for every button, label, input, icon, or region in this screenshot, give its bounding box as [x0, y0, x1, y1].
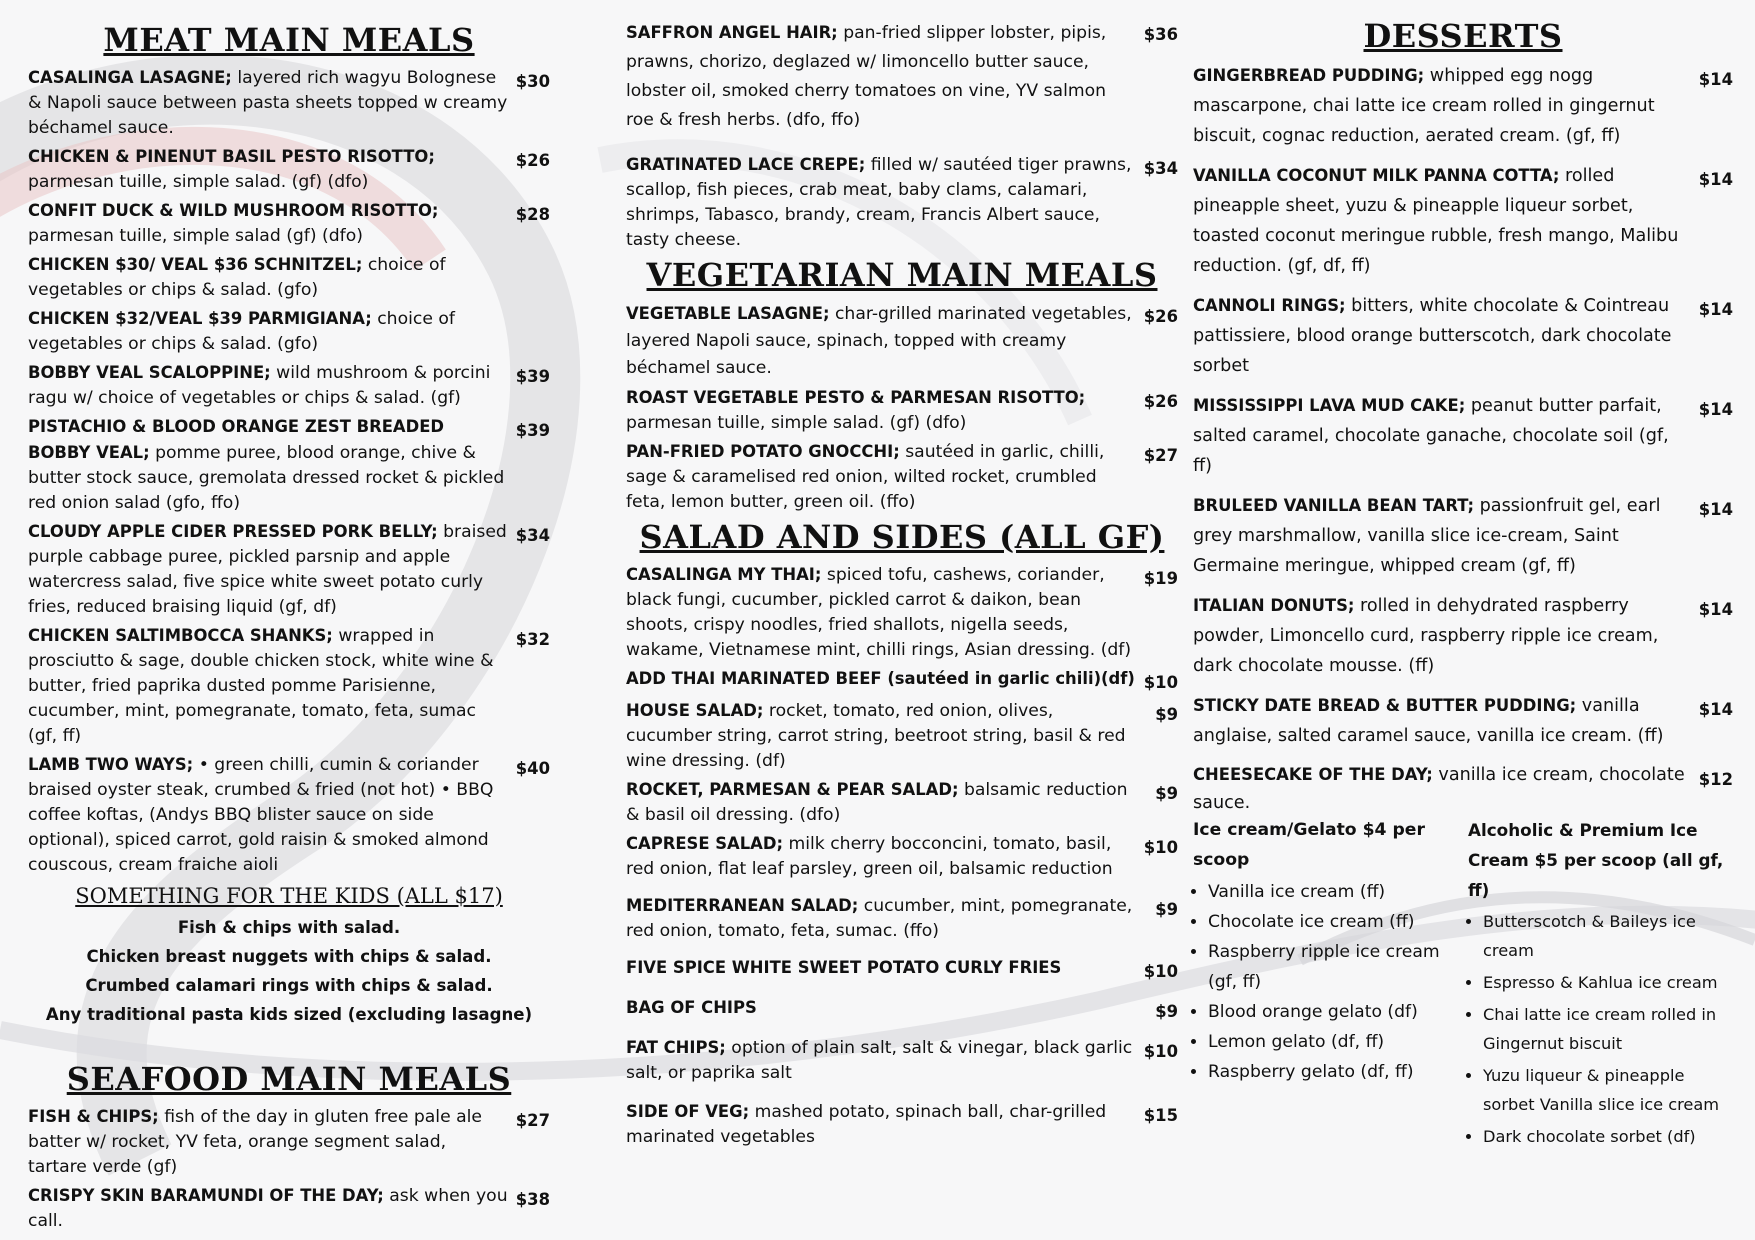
- item-desc: bitters, white chocolate & Cointreau pattissiere, blood orange butterscotch, dark chocolate sorbet: [1193, 295, 1672, 376]
- item-price: $26: [515, 150, 550, 170]
- item-desc: ask when you call.: [28, 1185, 508, 1231]
- item-desc: braised purple cabbage puree, pickled parsnip and apple watercress salad, five spice white sweet potato curly fries, reduced braising liquid (gf, df): [28, 521, 507, 617]
- menu-item: [28, 144, 550, 195]
- item-name: PISTACHIO & BLOOD ORANGE ZEST BREADED BOBBY VEAL;: [28, 416, 445, 462]
- item-name: GRATINATED LACE CREPE;: [626, 155, 866, 174]
- item-price: $9: [1155, 899, 1178, 919]
- kids-item: Crumbed calamari rings with chips & salad.: [85, 975, 493, 995]
- menu-item: [1193, 491, 1733, 581]
- menu-item: [626, 955, 1178, 984]
- kids-item: Fish & chips with salad.: [177, 917, 401, 937]
- item-name: CASALINGA LASAGNE;: [28, 67, 232, 87]
- premium-ice-cream-item: • Chai latte ice cream rolled in Gingernut biscuit: [1483, 1000, 1733, 1058]
- item-desc: rolled pineapple sheet, yuzu & pineapple liqueur sorbet, toasted coconut meringue rubble, fresh mango, Malibu reduction. (gf, df, ff): [1193, 165, 1679, 276]
- item-desc: pan-fried slipper lobster, pipis, prawns, chorizo, deglazed w/ limoncello butter sauce, lobster oil, smoked cherry tomatoes on vine, YV salmon roe & fresh herbs. (dfo, ffo): [626, 23, 1107, 130]
- item-desc: parmesan tuille, simple salad. (gf) (dfo): [626, 412, 967, 433]
- column-right: [1193, 18, 1733, 1154]
- item-name: CHEESECAKE OF THE DAY;: [1193, 764, 1433, 784]
- ice-cream-section: [1193, 815, 1733, 1154]
- item-price: $10: [1143, 672, 1178, 692]
- item-desc: spiced tofu, cashews, coriander, black fungi, cucumber, pickled carrot & daikon, bean shoots, crispy noodles, fried shallots, nigella seeds, wakame, Vietnamese mint, chilli rings, Asian dressing. (df): [626, 564, 1132, 660]
- item-name: CHICKEN SALTIMBOCCA SHANKS;: [28, 625, 333, 645]
- item-name: CRISPY SKIN BARAMUNDI OF THE DAY;: [28, 1185, 384, 1205]
- premium-ice-cream-item: • Dark chocolate sorbet (df): [1483, 1122, 1733, 1151]
- item-desc: sautéed in garlic, chilli, sage & caramelised red onion, wilted rocket, crumbled feta, lemon butter, green oil. (ffo): [626, 441, 1105, 512]
- item-desc: fish of the day in gluten free pale ale batter w/ rocket, YV feta, orange segment salad, tartare verde (gf): [28, 1106, 482, 1177]
- menu-item: [28, 1104, 550, 1180]
- menu-item: [28, 360, 550, 411]
- item-price: [510, 306, 550, 310]
- menu-item: [28, 306, 550, 357]
- item-name: LAMB TWO WAYS;: [28, 754, 194, 774]
- item-name: CONFIT DUCK & WILD MUSHROOM RISOTTO;: [28, 200, 439, 220]
- item-desc: parmesan tuille, simple salad (gf) (dfo): [28, 225, 363, 246]
- premium-ice-cream-item: • Yuzu liqueur & pineapple sorbet Vanilla slice ice cream: [1483, 1061, 1733, 1119]
- item-name: HOUSE SALAD;: [626, 700, 764, 720]
- item-price: $9: [1155, 704, 1178, 724]
- item-price: $27: [1143, 445, 1178, 465]
- menu-item: [28, 1183, 550, 1234]
- menu-item: [1193, 61, 1733, 151]
- item-name: CAPRESE SALAD;: [626, 833, 784, 853]
- item-price: $14: [1698, 69, 1733, 89]
- item-name: VANILLA COCONUT MILK PANNA COTTA;: [1193, 165, 1560, 185]
- item-desc: cucumber, mint, pomegranate, red onion, tomato, feta, sumac. (ffo): [626, 895, 1133, 941]
- item-desc: whipped egg nogg mascarpone, chai latte ice cream rolled in gingernut biscuit, cognac reduction, aerated cream. (gf, ff): [1193, 65, 1655, 146]
- item-desc: passionfruit gel, earl grey marshmallow, vanilla slice ice-cream, Saint Germaine meringue, whipped cream (gf, ff): [1193, 495, 1661, 576]
- item-desc: option of plain salt, salt & vinegar, black garlic salt, or paprika salt: [626, 1037, 1133, 1083]
- menu-item: [626, 439, 1178, 515]
- menu-item: [626, 995, 1178, 1024]
- item-desc: layered rich wagyu Bolognese & Napoli sauce between pasta sheets topped w creamy béchamel sauce.: [28, 67, 508, 138]
- item-name: FAT CHIPS;: [626, 1037, 726, 1057]
- item-price: $10: [1143, 1041, 1178, 1061]
- item-price: $14: [1698, 699, 1733, 719]
- ice-cream-list: [1193, 815, 1443, 1154]
- kids-item: Chicken breast nuggets with chips & salad.: [86, 946, 492, 966]
- menu-item: [28, 752, 550, 878]
- item-price: $39: [515, 366, 550, 386]
- premium-ice-cream-heading: Alcoholic & Premium Ice Cream $5 per scoop (all gf, ff): [1468, 819, 1724, 900]
- item-price: $26: [1143, 306, 1178, 326]
- item-price: $14: [1698, 499, 1733, 519]
- item-price: $39: [515, 420, 550, 440]
- item-price: $12: [1698, 769, 1733, 789]
- item-name: CHICKEN & PINENUT BASIL PESTO RISOTTO;: [28, 146, 435, 166]
- menu-item: [626, 385, 1178, 436]
- item-name: FIVE SPICE WHITE SWEET POTATO CURLY FRIES: [626, 957, 1062, 977]
- item-name: ITALIAN DONUTS;: [1193, 595, 1355, 615]
- meat-items: [28, 65, 550, 878]
- menu-item: [626, 152, 1178, 253]
- menu-item: [28, 252, 550, 303]
- item-name: MISSISSIPPI LAVA MUD CAKE;: [1193, 395, 1466, 415]
- item-desc: wild mushroom & porcini ragu w/ choice of vegetables or chips & salad. (gf): [28, 362, 491, 408]
- seafood-section-title: SEAFOOD MAIN MEALS: [66, 1059, 512, 1098]
- item-desc: • green chilli, cumin & coriander braised oyster steak, crumbed & fried (not hot) • BBQ coffee koftas, (Andys BBQ blister sauce on side optional), spiced carrot, gold raisin & smoked almond couscous, cream fraiche aioli: [28, 754, 494, 875]
- salads-section-title: SALAD AND SIDES (ALL GF): [639, 517, 1165, 556]
- item-desc: parmesan tuille, simple salad. (gf) (dfo): [28, 171, 369, 192]
- item-name: STICKY DATE BREAD & BUTTER PUDDING;: [1193, 695, 1577, 715]
- menu-item: [1193, 161, 1733, 281]
- kids-item: Any traditional pasta kids sized (excluding lasagne): [45, 1004, 533, 1024]
- item-desc: choice of vegetables or chips & salad. (gfo): [28, 308, 455, 354]
- ice-cream-item: • Raspberry ripple ice cream (gf, ff): [1208, 937, 1443, 997]
- ice-cream-item: • Raspberry gelato (df, ff): [1208, 1057, 1443, 1087]
- menu-item: [626, 777, 1178, 828]
- item-desc: choice of vegetables or chips & salad. (gfo): [28, 254, 446, 300]
- item-price: $9: [1155, 783, 1178, 803]
- premium-ice-cream-item: • Espresso & Kahlua ice cream: [1483, 968, 1733, 997]
- item-name: PAN-FRIED POTATO GNOCCHI;: [626, 441, 900, 461]
- item-price: $34: [515, 525, 550, 545]
- item-price: $38: [515, 1189, 550, 1209]
- menu-item: [1193, 291, 1733, 381]
- meat-section-title: MEAT MAIN MEALS: [103, 21, 475, 59]
- item-name: CASALINGA MY THAI;: [626, 564, 822, 584]
- item-price: $14: [1698, 599, 1733, 619]
- item-desc: mashed potato, spinach ball, char-grilled marinated vegetables: [626, 1101, 1107, 1147]
- menu-item: [28, 519, 550, 620]
- item-desc: vanilla ice cream, chocolate sauce.: [1193, 764, 1685, 813]
- kids-items: [28, 913, 550, 1029]
- desserts-section-title: DESSERTS: [1363, 17, 1563, 55]
- item-name: VEGETABLE LASAGNE;: [626, 303, 830, 323]
- item-desc: rocket, tomato, red onion, olives, cucumber string, carrot string, beetroot string, basil & red wine dressing. (df): [626, 700, 1126, 771]
- item-name: SAFFRON ANGEL HAIR;: [626, 23, 838, 42]
- menu-item: [626, 893, 1178, 944]
- item-desc: wrapped in prosciutto & sage, double chicken stock, white wine & butter, fried paprika dusted pomme Parisienne, cucumber, mint, pomegranate, tomato, feta, sumac (gf, ff): [28, 625, 494, 746]
- menu-item: [1193, 691, 1733, 751]
- item-price: $30: [515, 71, 550, 91]
- column-left: [28, 18, 550, 1237]
- menu-item: [626, 698, 1178, 774]
- item-price: $26: [1143, 391, 1178, 411]
- item-price: $14: [1698, 399, 1733, 419]
- vegetarian-section-title: VEGETARIAN MAIN MEALS: [646, 256, 1158, 294]
- menu-item: [1193, 761, 1733, 817]
- ice-cream-item: • Lemon gelato (df, ff): [1208, 1027, 1443, 1057]
- item-name: MEDITERRANEAN SALAD;: [626, 895, 859, 915]
- item-price: $14: [1698, 169, 1733, 189]
- menu-item: [626, 1035, 1178, 1086]
- item-price: $14: [1698, 299, 1733, 319]
- item-desc: milk cherry bocconcini, tomato, basil, red onion, flat leaf parsley, green oil, balsamic reduction: [626, 833, 1113, 879]
- item-name: CANNOLI RINGS;: [1193, 295, 1346, 315]
- item-name: FISH & CHIPS;: [28, 1106, 159, 1126]
- ice-cream-heading: Ice cream/Gelato $4 per scoop: [1193, 819, 1425, 870]
- item-name: ROCKET, PARMESAN & PEAR SALAD;: [626, 779, 959, 799]
- premium-ice-cream-list: [1468, 815, 1733, 1154]
- item-price: $10: [1143, 837, 1178, 857]
- item-price: $40: [515, 758, 550, 778]
- menu-item: [626, 300, 1178, 382]
- menu-item: [28, 198, 550, 249]
- item-desc: rolled in dehydrated raspberry powder, Limoncello curd, raspberry ripple ice cream, dark chocolate mousse. (ff): [1193, 595, 1659, 676]
- item-price: $15: [1143, 1105, 1178, 1125]
- menu-item: [626, 562, 1178, 663]
- item-name: CLOUDY APPLE CIDER PRESSED PORK BELLY;: [28, 521, 438, 541]
- item-name: GINGERBREAD PUDDING;: [1193, 65, 1425, 85]
- menu-item: [626, 831, 1178, 882]
- menu-item: [28, 623, 550, 749]
- menu-item: [28, 65, 550, 141]
- column-middle: [626, 18, 1178, 1153]
- menu-item: [626, 18, 1178, 135]
- item-desc: pomme puree, blood orange, chive & butter stock sauce, gremolata dressed rocket & pickled red onion salad (gfo, ffo): [28, 442, 505, 513]
- item-price: $10: [1143, 961, 1178, 981]
- menu-item: [626, 1099, 1178, 1150]
- menu-item: [626, 666, 1178, 695]
- item-price: $9: [1155, 1001, 1178, 1021]
- kids-section-title: SOMETHING FOR THE KIDS (ALL $17): [75, 883, 503, 908]
- ice-cream-item: • Vanilla ice cream (ff): [1208, 877, 1443, 907]
- item-desc: char-grilled marinated vegetables, layered Napoli sauce, spinach, topped with creamy béchamel sauce.: [626, 303, 1132, 378]
- item-name: ROAST VEGETABLE PESTO & PARMESAN RISOTTO;: [626, 387, 1086, 407]
- item-desc: balsamic reduction & basil oil dressing. (dfo): [626, 779, 1128, 825]
- menu-item: [1193, 391, 1733, 481]
- item-name: BOBBY VEAL SCALOPPINE;: [28, 362, 271, 382]
- item-price: $27: [515, 1110, 550, 1130]
- item-price: [510, 252, 550, 256]
- ice-cream-item: • Chocolate ice cream (ff): [1208, 907, 1443, 937]
- menu-item: [28, 414, 550, 516]
- item-desc: vanilla anglaise, salted caramel sauce, vanilla ice cream. (ff): [1193, 695, 1664, 746]
- premium-ice-cream-item: • Butterscotch & Baileys ice cream: [1483, 907, 1733, 965]
- menu-item: [1193, 591, 1733, 681]
- item-name: BRULEED VANILLA BEAN TART;: [1193, 495, 1475, 515]
- item-price: $19: [1143, 568, 1178, 588]
- item-price: $32: [515, 629, 550, 649]
- item-desc: filled w/ sautéed tiger prawns, scallop, fish pieces, crab meat, baby clams, calamari, shrimps, Tabasco, brandy, cream, Francis Albert sauce, tasty cheese.: [626, 155, 1132, 250]
- item-name: ADD THAI MARINATED BEEF (sautéed in garlic chili)(df): [626, 668, 1135, 688]
- item-desc: peanut butter parfait, salted caramel, chocolate ganache, chocolate soil (gf, ff): [1193, 395, 1669, 476]
- item-name: SIDE OF VEG;: [626, 1101, 750, 1121]
- item-name: BAG OF CHIPS: [626, 997, 757, 1017]
- item-name: CHICKEN $32/VEAL $39 PARMIGIANA;: [28, 308, 372, 328]
- ice-cream-item: • Blood orange gelato (df): [1208, 997, 1443, 1027]
- item-price: $36: [1143, 25, 1178, 44]
- item-price: $28: [515, 204, 550, 224]
- item-price: $34: [1143, 159, 1178, 178]
- item-name: CHICKEN $30/ VEAL $36 SCHNITZEL;: [28, 254, 363, 274]
